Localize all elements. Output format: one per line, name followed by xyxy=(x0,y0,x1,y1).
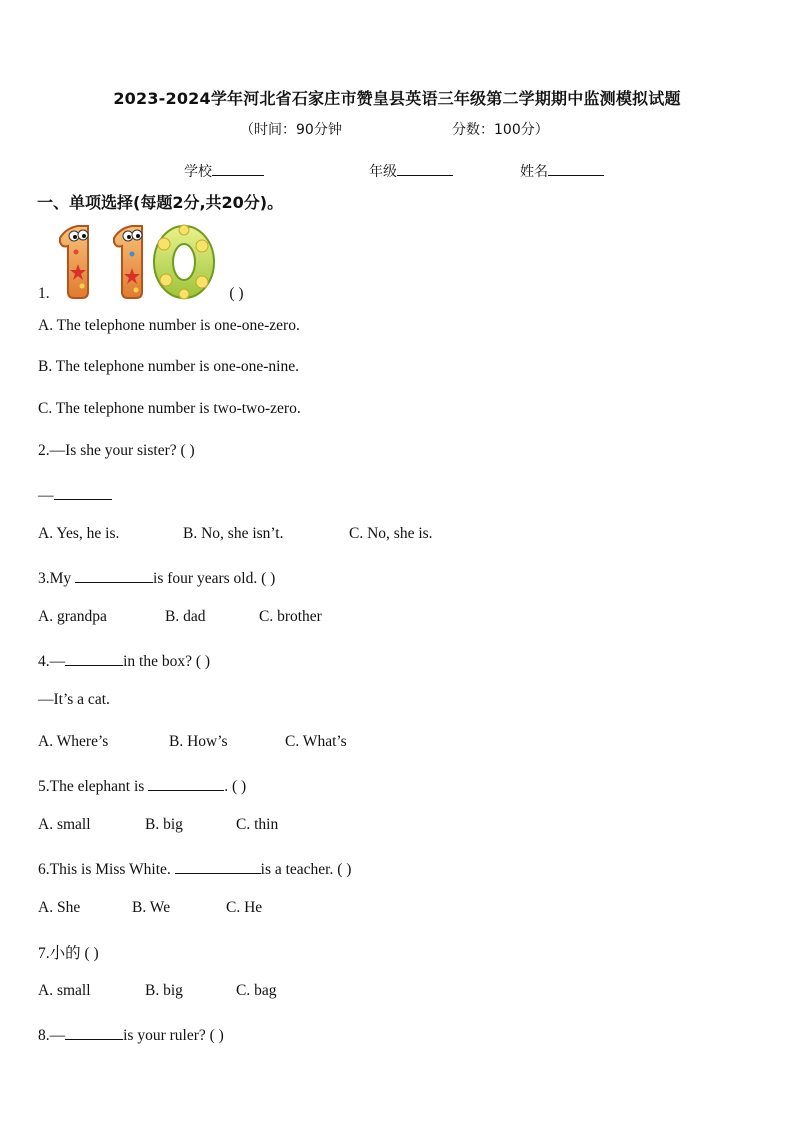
q4-option-a[interactable]: A. Where’s xyxy=(38,733,109,750)
q5-option-a[interactable]: A. small xyxy=(38,816,91,833)
q3-options xyxy=(38,608,322,626)
q5-blank[interactable] xyxy=(148,775,224,791)
grade-label: 年级 xyxy=(369,164,397,180)
question-2: 2.—Is she your sister? ( ) xyxy=(38,442,195,459)
q4-pre: 4.— xyxy=(38,653,66,670)
q6-pre: 6.This is Miss White. xyxy=(38,861,175,878)
q2-options xyxy=(38,525,433,543)
q8-pre: 8.— xyxy=(38,1027,66,1044)
question-3 xyxy=(38,567,275,588)
q2-option-a[interactable]: A. Yes, he is. xyxy=(38,525,120,542)
q1-option-b[interactable]: B. The telephone number is one-one-nine. xyxy=(38,358,299,375)
q2-option-b[interactable]: B. No, she isn’t. xyxy=(183,525,284,542)
q6-post: is a teacher. ( ) xyxy=(260,861,352,878)
q4-options xyxy=(38,733,347,751)
name-label: 姓名 xyxy=(520,164,548,180)
question-6 xyxy=(38,858,351,879)
q1-option-c[interactable]: C. The telephone number is two-two-zero. xyxy=(38,400,301,417)
q6-option-c[interactable]: C. He xyxy=(226,899,263,916)
q6-blank[interactable] xyxy=(175,858,261,874)
q3-post: is four years old. ( ) xyxy=(153,570,276,587)
q5-pre: 5.The elephant is xyxy=(38,778,149,795)
q4-option-c[interactable]: C. What’s xyxy=(285,733,347,750)
q2-blank[interactable] xyxy=(54,484,112,500)
q7-option-c[interactable]: C. bag xyxy=(236,982,277,999)
q1-number: 1. xyxy=(38,285,50,302)
exam-title: 2023-2024学年河北省石家庄市赞皇县英语三年级第二学期期中监测模拟试题 xyxy=(113,89,681,108)
q5-option-c[interactable]: C. thin xyxy=(236,816,279,833)
q7-option-b[interactable]: B. big xyxy=(145,982,183,999)
q1-paren[interactable]: ( ) xyxy=(229,285,244,302)
q3-pre: 3.My xyxy=(38,570,76,587)
grade-blank[interactable] xyxy=(397,161,453,176)
q2-dash: — xyxy=(38,487,54,504)
q5-post: . ( ) xyxy=(224,778,247,795)
q4-option-b[interactable]: B. How’s xyxy=(169,733,228,750)
q6-option-b[interactable]: B. We xyxy=(132,899,171,916)
q6-options xyxy=(38,899,262,917)
section-heading: 一、单项选择(每题2分,共20分)。 xyxy=(37,193,284,212)
q8-post: is your ruler? ( ) xyxy=(123,1027,224,1044)
question-5 xyxy=(38,775,246,796)
q4-reply: —It’s a cat. xyxy=(38,691,110,708)
q3-option-c[interactable]: C. brother xyxy=(259,608,322,625)
q3-blank[interactable] xyxy=(75,567,153,583)
q2-answer-line xyxy=(38,484,112,505)
q7-options xyxy=(38,982,276,1000)
question-4 xyxy=(38,650,210,671)
school-blank[interactable] xyxy=(212,161,264,176)
q5-option-b[interactable]: B. big xyxy=(145,816,183,833)
name-blank[interactable] xyxy=(548,161,604,176)
exam-score: 分数：100分） xyxy=(452,122,549,138)
q2-option-c[interactable]: C. No, she is. xyxy=(349,525,433,542)
q3-option-a[interactable]: A. grandpa xyxy=(38,608,107,625)
q3-option-b[interactable]: B. dad xyxy=(165,608,206,625)
q7-option-a[interactable]: A. small xyxy=(38,982,91,999)
q8-blank[interactable] xyxy=(65,1024,123,1040)
name-field xyxy=(520,161,604,181)
grade-field xyxy=(369,161,453,181)
question-7: 7.小的 ( ) xyxy=(38,945,99,962)
exam-time: （时间：90分钟 xyxy=(240,122,342,138)
school-field xyxy=(184,161,264,181)
question-8 xyxy=(38,1024,224,1045)
q4-blank[interactable] xyxy=(65,650,123,666)
q5-options xyxy=(38,816,278,834)
school-label: 学校 xyxy=(184,164,212,180)
q1-option-a[interactable]: A. The telephone number is one-one-zero. xyxy=(38,317,300,334)
q6-option-a[interactable]: A. She xyxy=(38,899,81,916)
question-1 xyxy=(38,285,244,303)
q4-post: in the box? ( ) xyxy=(123,653,211,670)
